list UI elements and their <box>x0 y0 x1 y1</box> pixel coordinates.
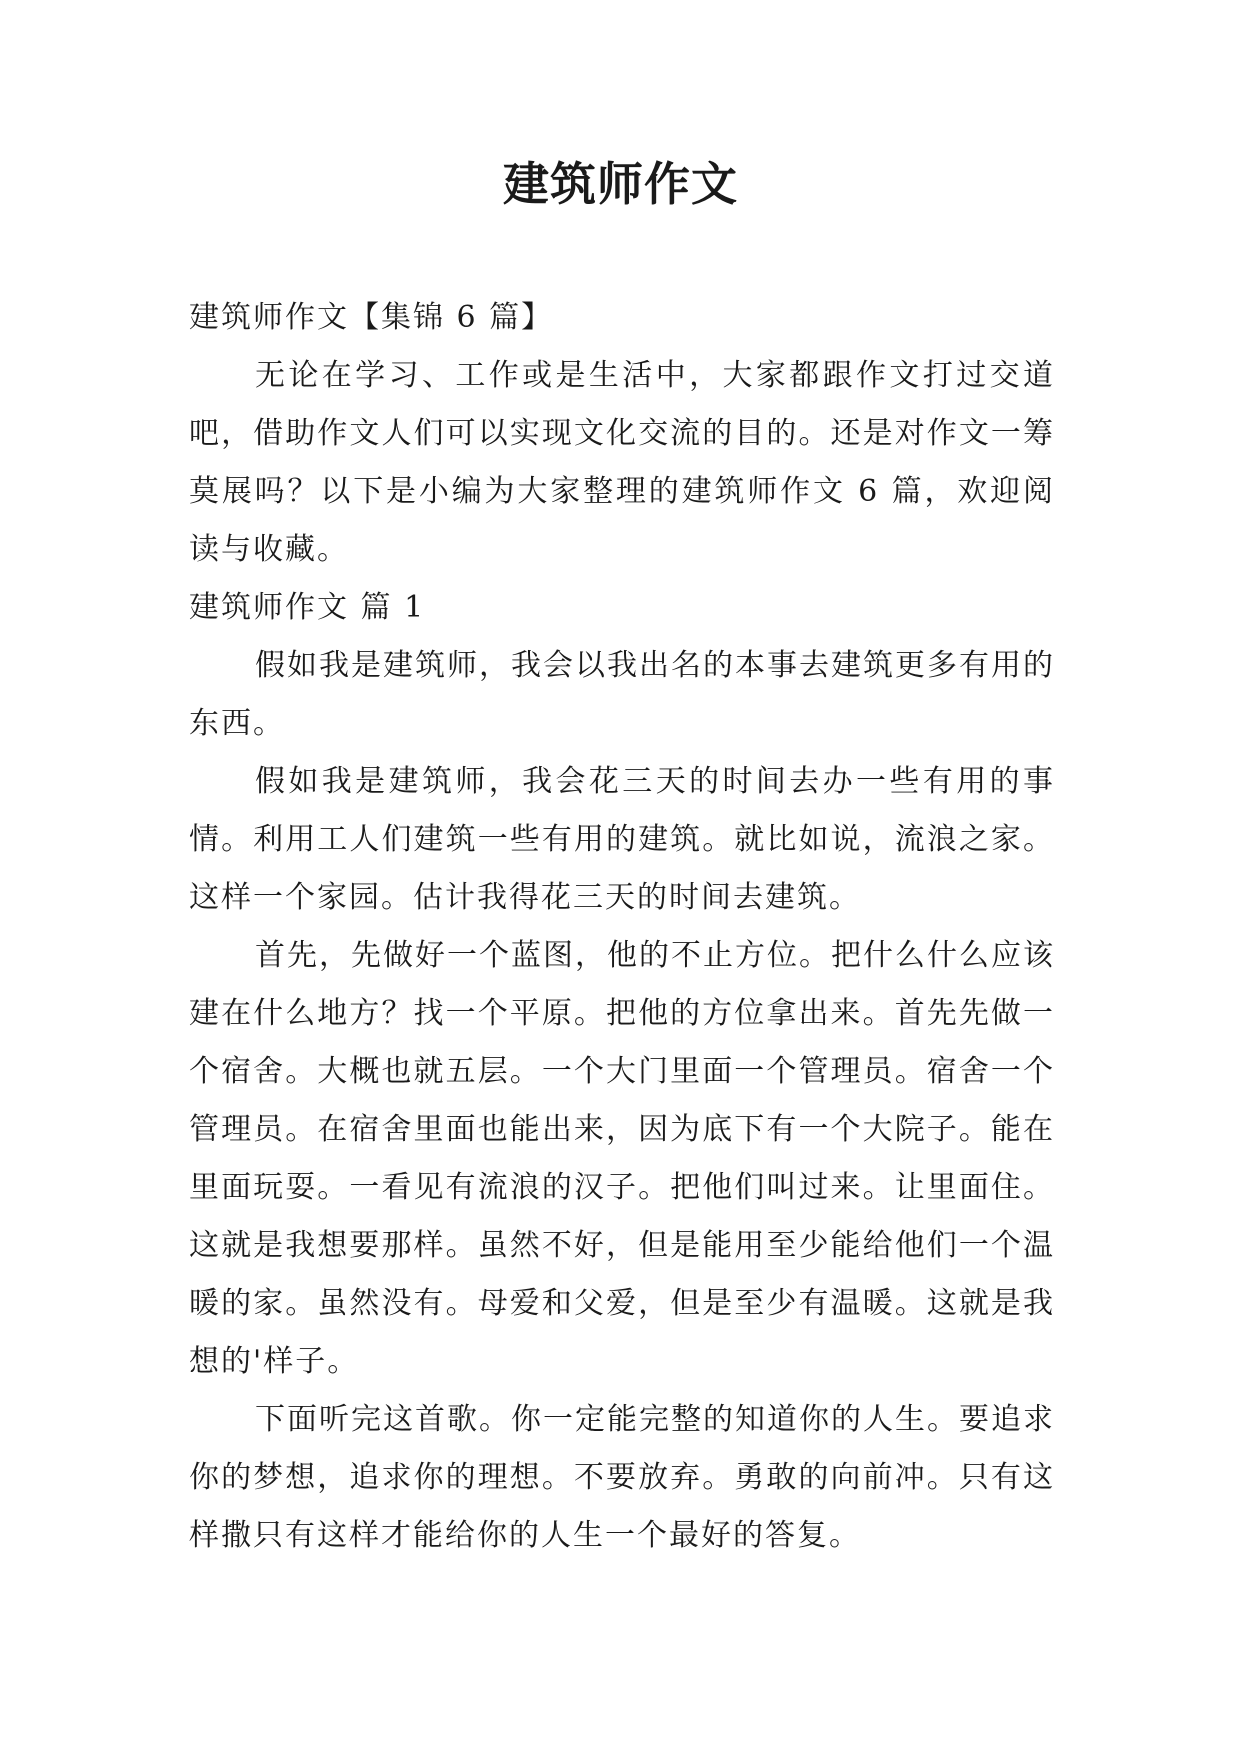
body-paragraph: 下面听完这首歌。你一定能完整的知道你的人生。要追求你的梦想，追求你的理想。不要放弃。勇敢的向前冲。只有这样撒只有这样才能给你的人生一个最好的答复。 <box>189 1402 1055 1553</box>
collection-subtitle: 建筑师作文【集锦 6 篇】 <box>189 300 554 335</box>
intro-paragraph: 无论在学习、工作或是生活中，大家都跟作文打过交道吧，借助作文人们可以实现文化交流的目的。还是对作文一筹莫展吗？以下是小编为大家整理的建筑师作文 6 篇，欢迎阅读与收藏。 <box>189 358 1055 567</box>
body-paragraph: 首先，先做好一个蓝图，他的不止方位。把什么什么应该建在什么地方？找一个平原。把他的方位拿出来。首先先做一个宿舍。大概也就五层。一个大门里面一个管理员。宿舍一个管理员。在宿舍里面也能出来，因为底下有一个大院子。能在里面玩耍。一看见有流浪的汉子。把他们叫过来。让里面住。这就是我想要那样。虽然不好，但是能用至少能给他们一个温暖的家。虽然没有。母爱和父爱，但是至少有温暖。这就是我想的'样子。 <box>189 938 1055 1379</box>
body-paragraph: 假如我是建筑师，我会以我出名的本事去建筑更多有用的东西。 <box>189 648 1055 741</box>
page-title: 建筑师作文 <box>503 157 738 211</box>
body-paragraph: 假如我是建筑师，我会花三天的时间去办一些有用的事情。利用工人们建筑一些有用的建筑。就比如说，流浪之家。这样一个家园。估计我得花三天的时间去建筑。 <box>189 764 1055 915</box>
document-body <box>189 289 1055 1565</box>
section-heading: 建筑师作文 篇 1 <box>189 590 426 625</box>
